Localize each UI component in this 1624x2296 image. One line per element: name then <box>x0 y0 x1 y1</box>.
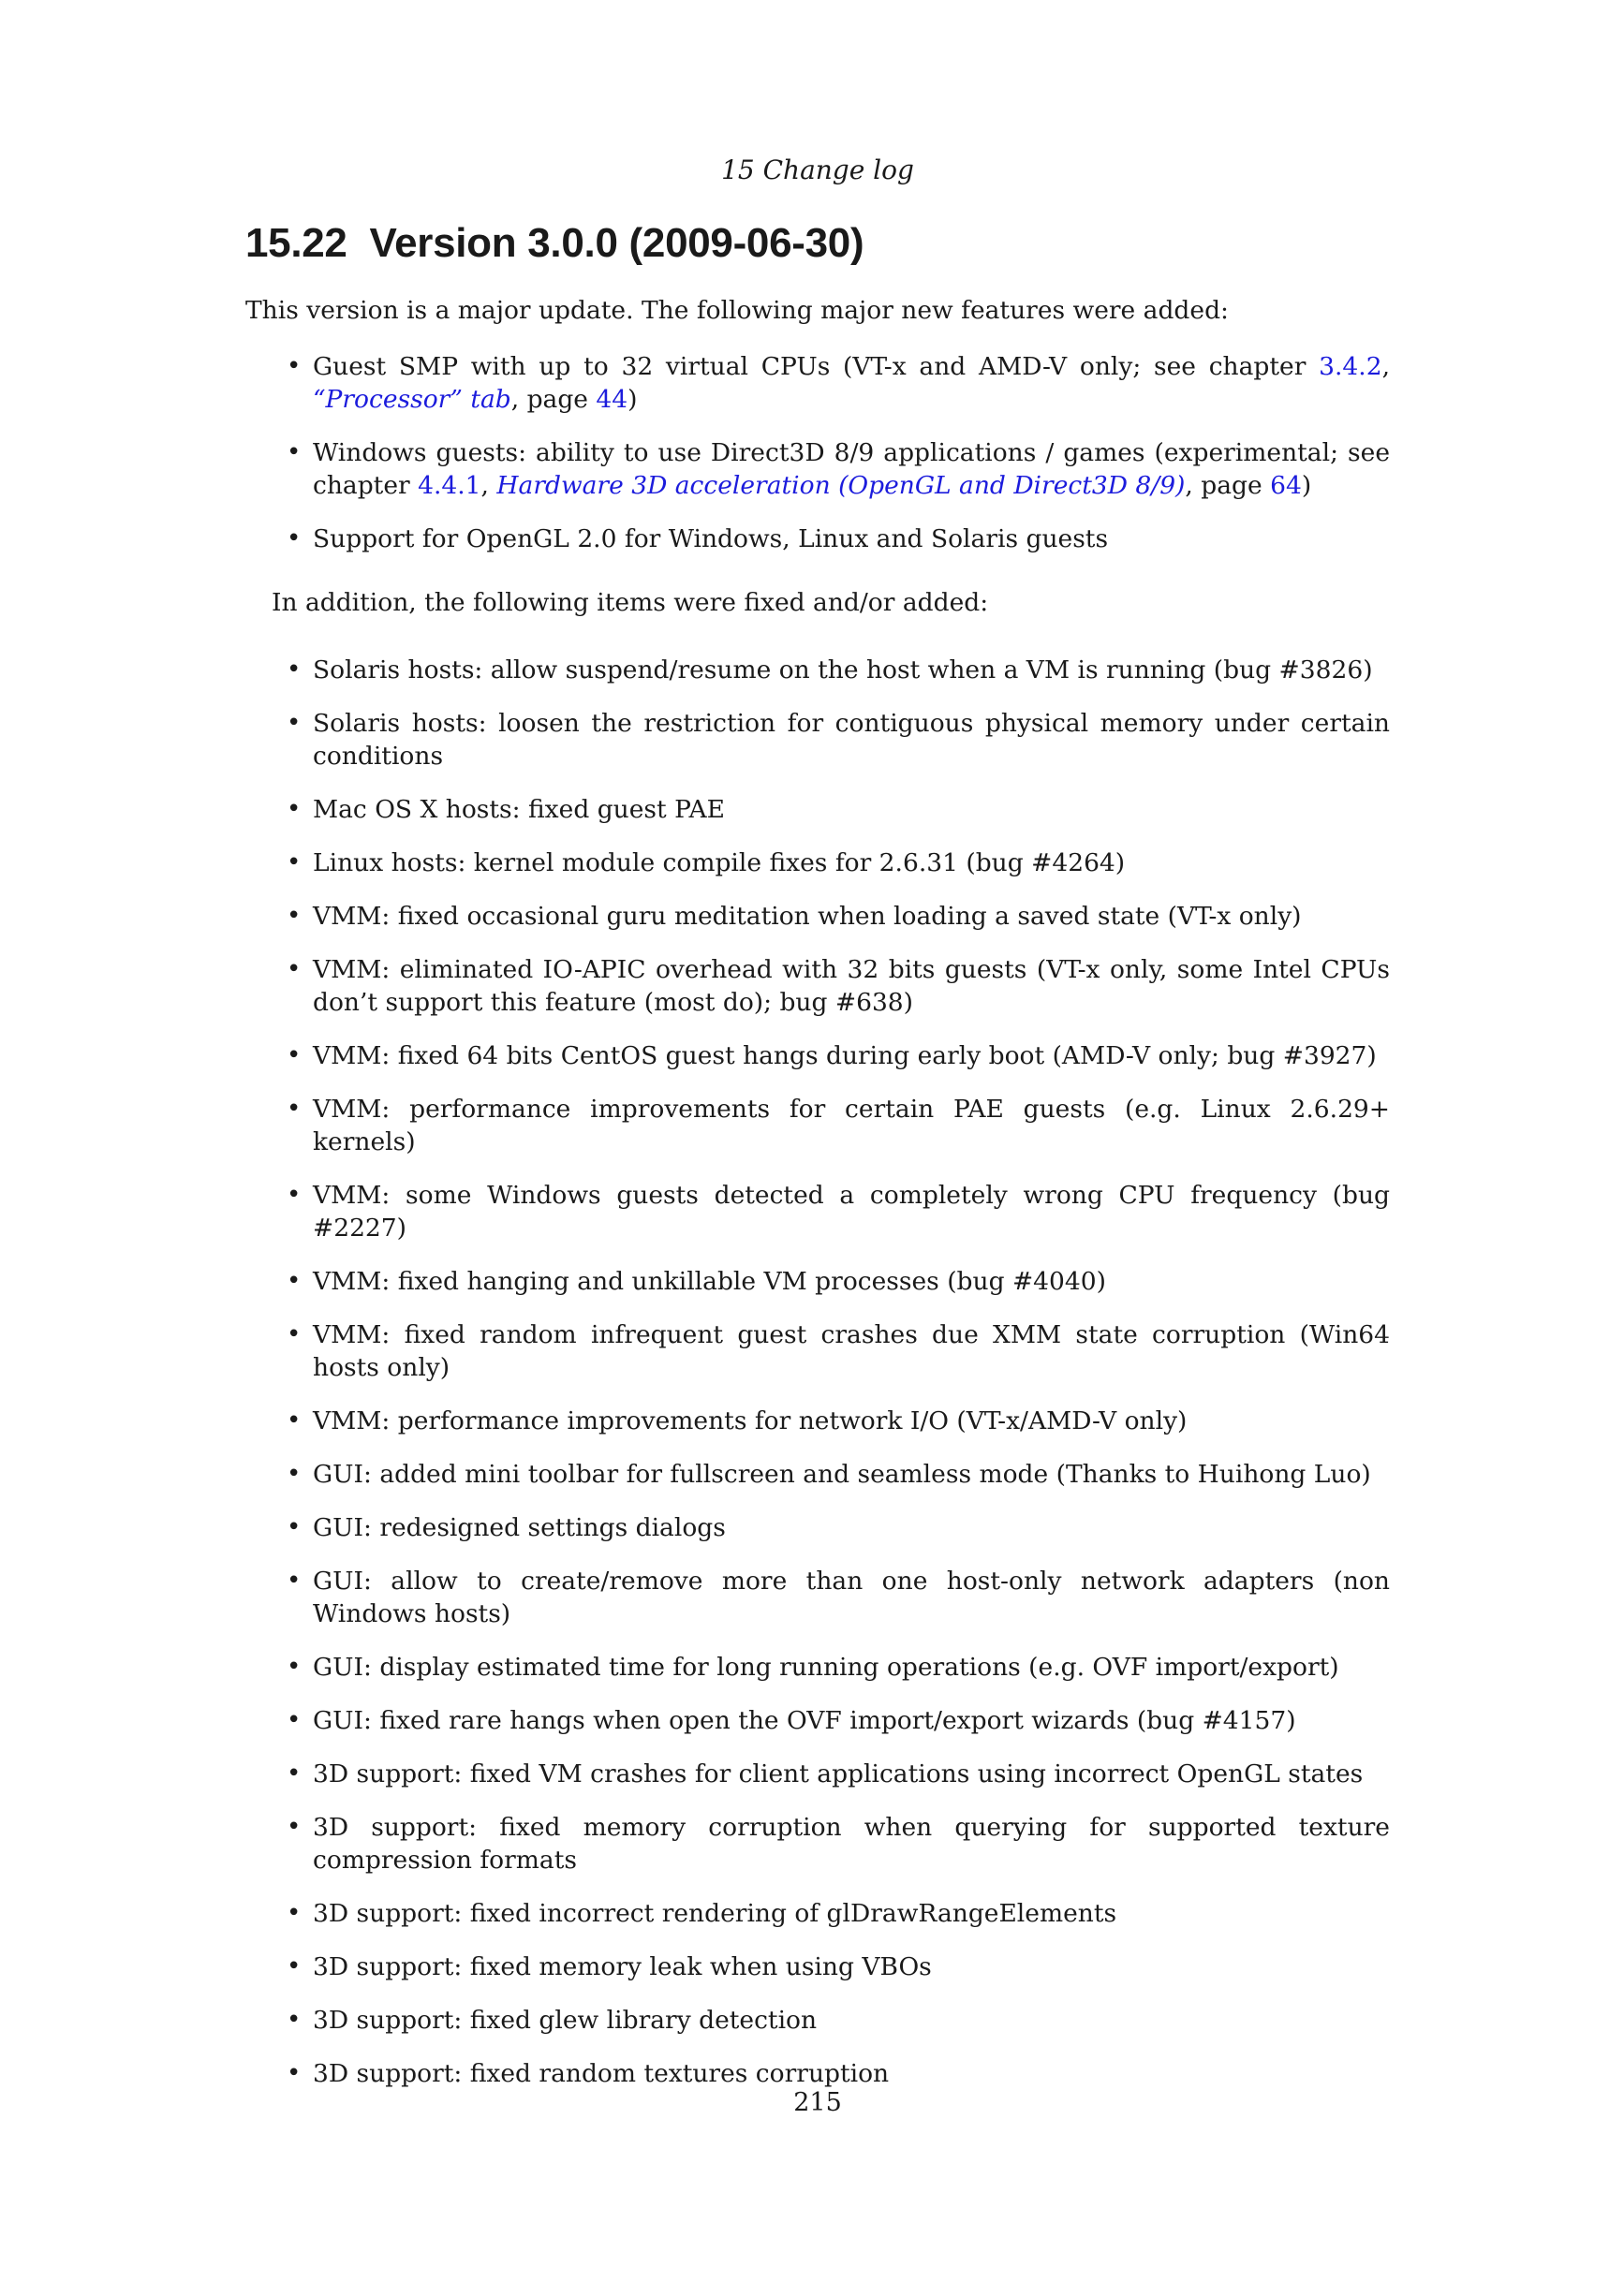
list-item <box>245 1179 1390 1244</box>
list-item <box>245 1093 1390 1158</box>
item-text: GUI: display estimated time for long running operations (e.g. OVF import/export) <box>313 1653 1339 1682</box>
page-link[interactable]: 44 <box>596 385 628 414</box>
list-item <box>245 1758 1390 1790</box>
list-item <box>245 1651 1390 1684</box>
running-header: 15 Change log <box>721 155 914 185</box>
list-item <box>245 1405 1390 1437</box>
item-text: Support for OpenGL 2.0 for Windows, Linux and Solaris guests <box>313 524 1109 553</box>
item-text: VMM: some Windows guests detected a completely wrong CPU frequency (bug #2227) <box>313 1181 1390 1243</box>
item-text: VMM: fixed occasional guru meditation when loading a saved state (VT-x only) <box>313 902 1302 931</box>
page-number: 215 <box>793 2088 842 2117</box>
bullet-icon: • <box>287 848 302 876</box>
page-prefix-text: , page <box>1185 471 1271 500</box>
bullet-icon: • <box>287 1759 302 1788</box>
list-item <box>245 350 1390 416</box>
bullet-icon: • <box>287 1095 302 1123</box>
chapter-link[interactable]: 4.4.1 <box>418 471 481 500</box>
bullet-icon: • <box>287 1041 302 1069</box>
item-text: GUI: allow to create/remove more than one host-only network adapters (non Windows hosts) <box>313 1567 1390 1628</box>
list-item <box>245 2004 1390 2037</box>
bullet-icon: • <box>287 1899 302 1927</box>
separator-text: , <box>1381 352 1390 381</box>
list-item <box>245 1039 1390 1072</box>
list-item <box>245 654 1390 686</box>
separator-text: , <box>480 471 497 500</box>
bullet-icon: • <box>287 955 302 983</box>
section-number: 15.22 <box>245 220 347 266</box>
page-link[interactable]: 64 <box>1270 471 1302 500</box>
list-item <box>245 846 1390 879</box>
list-item <box>245 1511 1390 1544</box>
item-text: 3D support: fixed glew library detection <box>313 2006 818 2035</box>
item-text: Mac OS X hosts: fixed guest PAE <box>313 795 725 824</box>
bullet-icon: • <box>287 2006 302 2034</box>
changes-list <box>245 654 1390 2111</box>
item-text: Guest SMP with up to 32 virtual CPUs (VT-x and AMD-V only; see chapter <box>313 352 1320 381</box>
list-item <box>245 953 1390 1019</box>
intro-paragraph: This version is a major update. The following major new features were added: <box>245 296 1229 325</box>
bullet-icon: • <box>287 438 302 466</box>
bullet-icon: • <box>287 1460 302 1488</box>
list-item <box>245 1950 1390 1983</box>
section-title-link[interactable]: “Processor” tab <box>313 385 511 414</box>
bullet-icon: • <box>287 1267 302 1295</box>
page-prefix-text: , page <box>510 385 597 414</box>
closing-text: ) <box>627 385 638 414</box>
bullet-icon: • <box>287 1567 302 1595</box>
section-heading <box>245 217 1390 270</box>
item-text: Solaris hosts: allow suspend/resume on the host when a VM is running (bug #3826) <box>313 655 1373 684</box>
item-text: GUI: fixed rare hangs when open the OVF import/export wizards (bug #4157) <box>313 1706 1296 1735</box>
bullet-icon: • <box>287 795 302 823</box>
list-item <box>245 1897 1390 1930</box>
item-text: VMM: eliminated IO-APIC overhead with 32 bits guests (VT-x only, some Intel CPUs don’t support this feature (most do); bug #638) <box>313 955 1390 1017</box>
bullet-icon: • <box>287 352 302 380</box>
item-text: VMM: performance improvements for network I/O (VT-x/AMD-V only) <box>313 1406 1188 1435</box>
bullet-icon: • <box>287 1406 302 1435</box>
chapter-link[interactable]: 3.4.2 <box>1319 352 1382 381</box>
bullet-icon: • <box>287 1813 302 1841</box>
list-item <box>245 793 1390 826</box>
list-item <box>245 1458 1390 1491</box>
list-item <box>245 1811 1390 1877</box>
document-page <box>245 0 1390 2296</box>
section-title-link[interactable]: Hardware 3D acceleration (OpenGL and Direct3D 8/9) <box>496 471 1186 500</box>
additions-intro-paragraph: In addition, the following items were fixed and/or added: <box>272 588 989 617</box>
bullet-icon: • <box>287 902 302 930</box>
item-text: Windows guests: ability to use Direct3D 8/9 applications / games (experimental; see chapter <box>313 438 1390 500</box>
item-text: 3D support: fixed random textures corruption <box>313 2059 890 2088</box>
list-item <box>245 1318 1390 1384</box>
item-text: VMM: performance improvements for certain PAE guests (e.g. Linux 2.6.29+ kernels) <box>313 1095 1390 1156</box>
bullet-icon: • <box>287 1706 302 1734</box>
bullet-icon: • <box>287 709 302 737</box>
bullet-icon: • <box>287 1952 302 1980</box>
item-text: GUI: redesigned settings dialogs <box>313 1513 726 1542</box>
list-item <box>245 707 1390 773</box>
list-item <box>245 1565 1390 1630</box>
bullet-icon: • <box>287 524 302 552</box>
closing-text: ) <box>1301 471 1312 500</box>
list-item <box>245 900 1390 933</box>
item-text: 3D support: fixed incorrect rendering of glDrawRangeElements <box>313 1899 1117 1928</box>
item-text: Solaris hosts: loosen the restriction for contiguous physical memory under certain conditions <box>313 709 1390 771</box>
item-text: VMM: fixed hanging and unkillable VM processes (bug #4040) <box>313 1267 1106 1296</box>
feature-list <box>245 350 1390 576</box>
list-item <box>245 436 1390 502</box>
bullet-icon: • <box>287 1181 302 1209</box>
bullet-icon: • <box>287 1320 302 1348</box>
item-text: GUI: added mini toolbar for fullscreen and seamless mode (Thanks to Huihong Luo) <box>313 1460 1371 1489</box>
section-title: Version 3.0.0 (2009-06-30) <box>369 220 864 266</box>
item-text: 3D support: fixed VM crashes for client applications using incorrect OpenGL states <box>313 1759 1364 1788</box>
list-item <box>245 1704 1390 1737</box>
item-text: 3D support: fixed memory leak when using VBOs <box>313 1952 932 1981</box>
list-item <box>245 1265 1390 1298</box>
bullet-icon: • <box>287 1513 302 1541</box>
list-item <box>245 522 1390 555</box>
item-text: 3D support: fixed memory corruption when querying for supported texture compression formats <box>313 1813 1390 1875</box>
bullet-icon: • <box>287 2059 302 2087</box>
bullet-icon: • <box>287 655 302 684</box>
item-text: Linux hosts: kernel module compile fixes for 2.6.31 (bug #4264) <box>313 848 1126 877</box>
bullet-icon: • <box>287 1653 302 1681</box>
item-text: VMM: fixed random infrequent guest crashes due XMM state corruption (Win64 hosts only) <box>313 1320 1390 1382</box>
item-text: VMM: fixed 64 bits CentOS guest hangs during early boot (AMD-V only; bug #3927) <box>313 1041 1377 1070</box>
